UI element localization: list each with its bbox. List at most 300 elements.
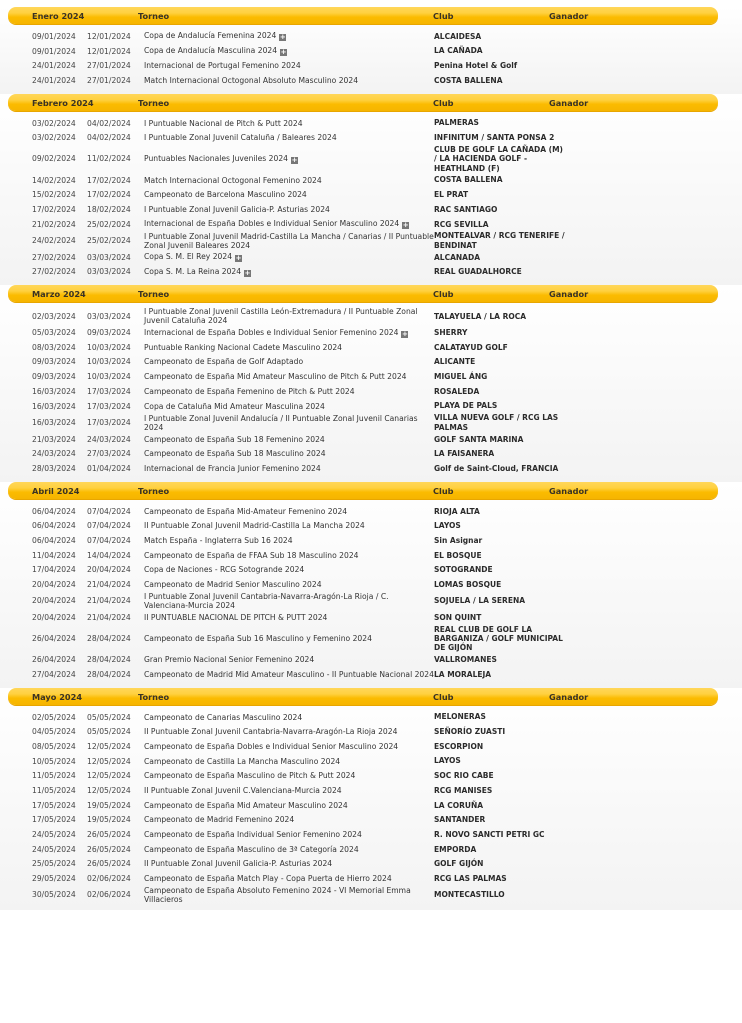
end-date: 26/05/2024 [87,844,131,854]
tournament-row [0,217,742,232]
column-header-ganador: Ganador [549,97,589,108]
start-date: 16/03/2024 [32,401,76,411]
tournament-cell [142,464,434,473]
club-name: LA CAÑADA [434,46,483,56]
tournament-row [0,325,742,340]
start-date: 08/05/2024 [32,741,76,751]
club-name: LOMAS BOSQUE [434,580,502,590]
tournament-row [0,739,742,754]
start-date: 24/05/2024 [32,844,76,854]
tournament-cell [142,801,434,810]
tournament-name-link[interactable]: II Puntuable Zonal Juvenil C.Valenciana-Murcia 2024 [144,785,342,795]
start-date: 02/03/2024 [32,311,76,321]
club-name: TALAYUELA / LA ROCA [434,311,527,321]
end-date: 11/02/2024 [87,154,131,164]
tournament-row [0,798,742,813]
start-date: 21/03/2024 [32,434,76,444]
tournament-row [0,812,742,827]
tournament-row [0,29,742,44]
tournament-row [0,652,742,667]
tournament-cell [142,786,434,795]
club-name: LAYOS [434,521,461,531]
end-date: 07/04/2024 [87,521,131,531]
tournament-cell [142,232,434,250]
tournament-name-link[interactable]: Internacional de España Dobles e Individual Senior Masculino 2024 [144,219,400,229]
tournament-cell [142,757,434,766]
start-date: 09/03/2024 [32,372,76,382]
column-header-torneo: Torneo [138,11,170,21]
tournament-cell [142,176,434,185]
tournament-name-link[interactable]: Campeonato de Madrid Mid Amateur Masculino - II Puntuable Nacional 2024 [144,669,434,679]
tournament-cell [142,592,434,610]
tournament-row [0,842,742,857]
tournament-row [0,340,742,355]
tournament-cell [142,435,434,444]
tournament-row [0,355,742,370]
club-name: SEÑORÍO ZUASTI [434,727,506,737]
tournament-name-link[interactable]: Internacional de Francia Junior Femenino 2024 [144,464,321,474]
tournament-list [0,302,742,482]
tournament-name-link[interactable]: Puntuable Ranking Nacional Cadete Masculino 2024 [144,342,342,352]
tournament-row [0,202,742,217]
tournament-cell [142,565,434,574]
end-date: 07/04/2024 [87,536,131,546]
tournament-cell [142,119,434,128]
start-date: 27/04/2024 [32,669,76,679]
tournament-name-link[interactable]: I Puntuable Zonal Juvenil Andalucía / II Puntuable Zonal Juvenil Canarias 2024 [144,413,418,432]
tournament-row [0,533,742,548]
tournament-row [0,173,742,188]
tournament-name-link[interactable]: II Puntuable Zonal Juvenil Cantabria-Navarra-Aragón-La Rioja 2024 [144,727,398,737]
club-name: PALMERAS [434,118,479,128]
tournament-row [0,724,742,739]
club-name: MONTEALVAR / RCG TENERIFE / BENDINAT [434,231,565,250]
club-name: ALCAIDESA [434,31,482,41]
month-header-bar [8,688,718,705]
tournament-cell [142,507,434,516]
tournament-name-link[interactable]: I Puntuable Zonal Juvenil Cataluña / Baleares 2024 [144,133,337,143]
tournament-name-link[interactable]: Internacional de España Dobles e Individual Senior Femenino 2024 [144,327,399,337]
tournament-row [0,857,742,872]
tournament-name-link[interactable]: Copa de Naciones - RCG Sotogrande 2024 [144,565,305,575]
tournament-name-link[interactable]: Match España - Inglaterra Sub 16 2024 [144,536,293,546]
tournament-name-link[interactable]: Copa de Cataluña Mid Amateur Masculina 2024 [144,401,325,411]
club-name: GOLF SANTA MARINA [434,434,524,444]
club-name: EL PRAT [434,190,469,200]
end-date: 17/03/2024 [87,418,131,428]
tournament-name-link[interactable]: Campeonato de Castilla La Mancha Masculino 2024 [144,756,341,766]
end-date: 21/04/2024 [87,596,131,606]
tournament-name-link[interactable]: Match Internacional Octogonal Absoluto Masculino 2024 [144,75,359,85]
tournament-cell [142,190,434,199]
month-section [0,7,742,94]
start-date: 09/03/2024 [32,357,76,367]
tournament-row [0,307,742,325]
end-date: 02/06/2024 [87,874,131,884]
club-name: LAYOS [434,756,461,766]
column-header-torneo: Torneo [138,485,170,496]
tournament-cell [142,655,434,664]
tournament-row [0,548,742,563]
start-date: 09/01/2024 [32,31,76,41]
start-date: 11/05/2024 [32,785,76,795]
tournament-cell [142,372,434,381]
tournament-row [0,145,742,173]
tournament-name-link[interactable]: I Puntuable Nacional de Pitch & Putt 2024 [144,118,303,128]
column-header-ganador: Ganador [549,289,589,300]
club-name: SOTOGRANDE [434,565,493,575]
month-header-bar [8,285,718,302]
end-date: 27/01/2024 [87,75,131,85]
start-date: 17/05/2024 [32,815,76,825]
column-header-club: Club [433,11,454,21]
end-date: 12/05/2024 [87,741,131,751]
tournament-name-link[interactable]: Campeonato de España Sub 16 Masculino y Femenino 2024 [144,633,372,643]
tournament-name-link[interactable]: I Puntuable Zonal Juvenil Galicia-P. Asturias 2024 [144,204,330,214]
column-header-club: Club [433,289,454,300]
month-section [0,285,742,482]
tournament-cell [142,343,434,352]
column-header-ganador: Ganador [549,691,589,702]
tournament-row [0,754,742,769]
start-date: 29/05/2024 [32,874,76,884]
tournament-list [0,499,742,688]
tournament-name-link[interactable]: Campeonato de España Match Play - Copa Puerta de Hierro 2024 [144,874,392,884]
plus-square-icon[interactable]: + [279,33,286,42]
tournament-cell [142,670,434,679]
tournament-name-link[interactable]: Puntuables Nacionales Juveniles 2024 [144,153,288,163]
tournament-cell [142,219,434,229]
tournament-name-link[interactable]: Campeonato de España Dobles e Individual Senior Masculino 2024 [144,741,399,751]
month-section [0,688,742,910]
plus-square-icon[interactable]: + [291,155,298,164]
tournament-name-link[interactable]: Campeonato de España Masculino de Pitch & Putt 2024 [144,771,356,781]
plus-square-icon[interactable]: + [402,329,408,338]
end-date: 04/02/2024 [87,133,131,143]
tournament-name-link[interactable]: Gran Premio Nacional Senior Femenino 2024 [144,655,315,665]
plus-square-icon[interactable]: + [402,221,409,230]
end-date: 10/03/2024 [87,342,131,352]
tournament-name-link[interactable]: Campeonato de España Individual Senior Femenino 2024 [144,830,362,839]
column-header-torneo: Torneo [138,289,170,300]
end-date: 28/04/2024 [87,669,131,679]
end-date: 25/02/2024 [87,236,131,246]
tournament-row [0,563,742,578]
start-date: 06/04/2024 [32,506,76,516]
month-header-bar [8,482,718,499]
tournament-name-link[interactable]: Copa S. M. El Rey 2024 [144,252,233,262]
start-date: 09/01/2024 [32,46,76,56]
club-name: MIGUEL ÁNG [434,372,488,382]
month-header-bar [8,94,718,111]
tournament-row [0,783,742,798]
start-date: 27/02/2024 [32,267,76,277]
month-section [0,94,742,286]
tournament-cell [142,634,434,643]
club-name: EL BOSQUE [434,550,482,560]
tournament-name-link[interactable]: Campeonato de España Femenino de Pitch & Putt 2024 [144,386,355,396]
end-date: 03/03/2024 [87,267,131,277]
tournament-name-link[interactable]: Campeonato de Canarias Masculino 2024 [144,712,303,722]
start-date: 05/03/2024 [32,328,76,338]
end-date: 17/03/2024 [87,401,131,411]
club-name: LA CORUÑA [434,800,484,810]
start-date: 02/05/2024 [32,712,76,722]
club-name: REAL CLUB DE GOLF LA BARGANIZA / GOLF MUNICIPAL DE GIJÓN [434,624,563,653]
column-header-club: Club [433,97,454,108]
tournament-row [0,399,742,414]
tournament-row [0,446,742,461]
plus-square-icon[interactable]: + [280,48,287,57]
club-name: Sin Asignar [434,535,483,545]
start-date: 20/04/2024 [32,580,76,590]
tournament-cell [142,521,434,530]
tournament-name-link[interactable]: Campeonato de España de Golf Adaptado [144,357,304,367]
start-date: 28/03/2024 [32,464,76,474]
club-name: LA FAISANERA [434,449,495,459]
plus-square-icon[interactable]: + [235,254,242,263]
tournament-row [0,625,742,653]
start-date: 03/02/2024 [32,118,76,128]
tournament-row [0,461,742,476]
month-header-bar [8,7,718,24]
club-name: LA MORALEJA [434,669,492,679]
end-date: 12/05/2024 [87,756,131,766]
tournament-name-link[interactable]: I Puntuable Zonal Juvenil Cantabria-Navarra-Aragón-La Rioja / C. Valenciana-Murcia 2024 [144,591,389,610]
tournament-list [0,24,742,94]
start-date: 03/02/2024 [32,133,76,143]
tournament-name-link[interactable]: Campeonato de Madrid Senior Masculino 2024 [144,580,322,590]
club-name: COSTA BALLENA [434,75,503,85]
end-date: 17/02/2024 [87,190,131,200]
start-date: 14/02/2024 [32,175,76,185]
club-name: SANTANDER [434,815,486,825]
tournament-cell [142,845,434,854]
tournament-cell [142,46,434,56]
end-date: 12/05/2024 [87,771,131,781]
tournament-name-link[interactable]: Campeonato de España Sub 18 Femenino 2024 [144,434,325,444]
tournament-row [0,768,742,783]
tournament-row [0,58,742,73]
tournament-name-link[interactable]: Campeonato de Madrid Femenino 2024 [144,815,295,825]
club-name: RAC SANTIAGO [434,204,498,214]
tournament-row [0,413,742,431]
end-date: 24/03/2024 [87,434,131,444]
end-date: 07/04/2024 [87,506,131,516]
end-date: 05/05/2024 [87,712,131,722]
tournament-row [0,504,742,519]
end-date: 26/05/2024 [87,859,131,869]
tournament-cell [142,307,434,325]
end-date: 20/04/2024 [87,565,131,575]
tournament-name-link[interactable]: Campeonato de España de FFAA Sub 18 Masculino 2024 [144,550,359,560]
start-date: 26/04/2024 [32,655,76,665]
tournament-row [0,710,742,725]
tournament-cell [142,713,434,722]
tournament-cell [142,252,434,262]
tournament-cell [142,387,434,396]
tournament-name-link[interactable]: Copa de Andalucía Femenina 2024 [144,31,277,41]
club-name: MONTECASTILLO [434,890,505,900]
tournament-name-link[interactable]: Copa S. M. La Reina 2024 [144,266,242,276]
start-date: 16/03/2024 [32,418,76,428]
tournament-row [0,519,742,534]
tournament-name-link[interactable]: Campeonato de España Mid Amateur Masculino de Pitch & Putt 2024 [144,372,407,382]
tournament-name-link[interactable]: I Puntuable Zonal Juvenil Madrid-Castilla La Mancha / Canarias / II Puntuable Zonal Juvenil Baleares 2024 [144,231,434,250]
tournament-cell [142,771,434,780]
tournament-cell [142,874,434,883]
club-name: REAL GUADALHORCE [434,267,522,277]
end-date: 03/03/2024 [87,311,131,321]
end-date: 21/04/2024 [87,612,131,622]
column-header-torneo: Torneo [138,97,170,108]
club-name: ALCANADA [434,252,481,262]
tournament-row [0,827,742,842]
column-header-ganador: Ganador [549,11,589,21]
start-date: 15/02/2024 [32,190,76,200]
club-name: SOC RIO CABE [434,771,494,781]
start-date: 08/03/2024 [32,342,76,352]
tournament-name-link[interactable]: Copa de Andalucía Masculina 2024 [144,46,278,56]
tournament-cell [142,580,434,589]
club-name: R. NOVO SANCTI PETRI GC [434,829,545,839]
start-date: 06/04/2024 [32,536,76,546]
end-date: 03/03/2024 [87,252,131,262]
end-date: 02/06/2024 [87,890,131,900]
tournament-row [0,886,742,904]
tournament-row [0,44,742,59]
tournament-cell [142,61,434,70]
club-name: RCG LAS PALMAS [434,873,507,883]
start-date: 17/02/2024 [32,204,76,214]
tournament-cell [142,414,434,432]
club-name: EMPORDA [434,844,477,854]
start-date: 20/04/2024 [32,596,76,606]
club-name: CALATAYUD GOLF [434,342,508,352]
tournament-cell [142,76,434,85]
end-date: 04/02/2024 [87,118,131,128]
end-date: 19/05/2024 [87,800,131,810]
end-date: 05/05/2024 [87,727,131,737]
tournament-name-link[interactable]: II PUNTUABLE NACIONAL DE PITCH & PUTT 2024 [144,612,328,622]
column-header-torneo: Torneo [138,691,170,702]
tournament-row [0,265,742,280]
start-date: 16/03/2024 [32,386,76,396]
club-name: SHERRY [434,328,468,337]
club-name: SOJUELA / LA SERENA [434,596,526,606]
tournament-cell [142,402,434,411]
end-date: 10/03/2024 [87,372,131,382]
end-date: 25/02/2024 [87,219,131,229]
end-date: 09/03/2024 [87,328,131,338]
end-date: 27/03/2024 [87,449,131,459]
tournament-cell [142,133,434,142]
tournament-row [0,667,742,682]
club-name: RIOJA ALTA [434,506,480,516]
tournament-name-link[interactable]: Campeonato de España Absoluto Femenino 2024 - VI Memorial Emma Villacieros [144,885,411,904]
start-date: 24/01/2024 [32,61,76,71]
club-name: COSTA BALLENA [434,175,503,185]
start-date: 20/04/2024 [32,612,76,622]
club-name: SON QUINT [434,612,482,622]
end-date: 12/05/2024 [87,785,131,795]
club-name: Golf de Saint-Cloud, FRANCIA [434,463,559,473]
month-section [0,482,742,688]
start-date: 11/04/2024 [32,550,76,560]
club-name: ESCORPION [434,741,484,751]
tournament-row [0,592,742,610]
club-name: ALICANTE [434,357,476,367]
tournament-row [0,187,742,202]
tournament-cell [142,613,434,622]
end-date: 28/04/2024 [87,633,131,643]
tournament-row [0,130,742,145]
month-label: Marzo 2024 [32,289,86,300]
tournament-row [0,250,742,265]
column-header-ganador: Ganador [549,485,589,496]
tournament-name-link[interactable]: Campeonato de Barcelona Masculino 2024 [144,190,307,200]
tournament-row [0,231,742,249]
tournament-row [0,73,742,88]
plus-square-icon[interactable]: + [244,268,251,277]
end-date: 19/05/2024 [87,815,131,825]
start-date: 24/01/2024 [32,75,76,85]
tournament-row [0,577,742,592]
start-date: 06/04/2024 [32,521,76,531]
tournament-name-link[interactable]: Campeonato de España Sub 18 Masculino 2024 [144,449,326,459]
tournament-name-link[interactable]: II Puntuable Zonal Juvenil Madrid-Castilla La Mancha 2024 [144,521,365,531]
start-date: 24/05/2024 [32,830,76,839]
start-date: 24/03/2024 [32,449,76,459]
tournament-name-link[interactable]: Campeonato de España Masculino de 3ª Categoría 2024 [144,844,359,854]
tournament-row [0,384,742,399]
tournament-name-link[interactable]: Match Internacional Octogonal Femenino 2024 [144,175,322,185]
tournament-cell [142,449,434,458]
start-date: 10/05/2024 [32,756,76,766]
column-header-club: Club [433,485,454,496]
end-date: 01/04/2024 [87,464,131,474]
end-date: 18/02/2024 [87,204,131,214]
club-name: INFINITUM / SANTA PONSA 2 [434,133,555,143]
end-date: 14/04/2024 [87,550,131,560]
club-name: MELONERAS [434,712,486,722]
tournament-cell [142,154,434,164]
tournament-name-link[interactable]: Campeonato de España Mid-Amateur Femenino 2024 [144,506,348,516]
month-label: Enero 2024 [32,11,85,21]
end-date: 12/01/2024 [87,46,131,56]
tournament-cell [142,886,434,904]
end-date: 26/05/2024 [87,830,131,839]
start-date: 24/02/2024 [32,236,76,246]
tournament-cell [142,328,434,338]
tournament-row [0,871,742,886]
club-name: VILLA NUEVA GOLF / RCG LAS PALMAS [434,413,559,432]
start-date: 30/05/2024 [32,890,76,900]
tournament-cell [142,267,434,277]
month-label: Febrero 2024 [32,97,94,108]
start-date: 11/05/2024 [32,771,76,781]
end-date: 17/02/2024 [87,175,131,185]
club-name: GOLF GIJÓN [434,859,484,869]
club-name: CLUB DE GOLF LA CAÑADA (M) / LA HACIENDA GOLF - HEATHLAND (F) [434,145,563,173]
tournament-name-link[interactable]: I Puntuable Zonal Juvenil Castilla León-Extremadura / II Puntuable Zonal Juvenil Cataluña 2024 [144,307,418,326]
club-name: Penina Hotel & Golf [434,61,518,71]
month-label: Abril 2024 [32,485,80,496]
tournament-cell [142,727,434,736]
tournament-name-link[interactable]: II Puntuable Zonal Juvenil Galicia-P. Asturias 2024 [144,859,333,869]
tournament-name-link[interactable]: Internacional de Portugal Femenino 2024 [144,61,301,71]
tournament-name-link[interactable]: Campeonato de España Mid Amateur Masculino 2024 [144,800,348,810]
